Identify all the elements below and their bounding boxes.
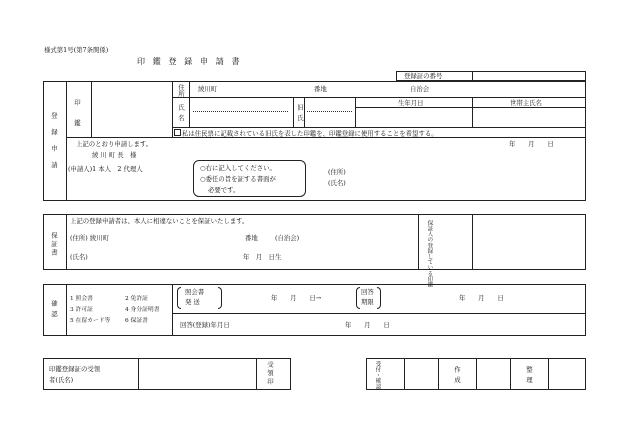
seal-label: 印鑑 [73,99,81,140]
agent-name-label: (氏名) [328,179,346,187]
reply-label-1: 回答 [361,288,374,296]
agent-note-line1: ○右に記入してください。 [200,164,276,172]
reply-date: 年 月 日 [459,294,504,302]
doc-6: 6 保証書 [125,318,148,324]
doc-5: 5 在留カード等 [70,318,111,324]
doc-1: 1 照会書 [70,296,93,302]
dob-label: 生年月日 [398,99,424,107]
confirmation-side-label: 確認 [50,300,58,321]
guarantor-address: (住所) 綾川町 [70,234,109,242]
form-number: 様式第1号(第7条関係) [44,46,109,54]
check-label: 受付・確認 [374,361,381,389]
agent-note-line2: ○委任の旨を証する書面が [200,175,276,183]
guarantor-jichikai: (自治会) [275,234,300,242]
household-head-label: 世帯主氏名 [510,99,542,107]
guarantor-side-label: 保証書 [50,232,58,258]
guarantor-dob: 年 月 日生 [243,253,282,261]
inquiry-label-2: 発 送 [185,298,200,306]
reply-reg-date: 年 月 日 [345,321,390,329]
receipt-seal-label: 受領印 [266,361,274,387]
receiver-label-2: 者(氏名) [49,376,74,384]
doc-4: 4 身分証明書 [125,307,160,313]
old-name-checkbox-label: 私は住民票に記載されている旧氏を表した印鑑を、印鑑登録に使用することを希望する。 [182,129,438,138]
apply-text: 上記のとおり申請します。 [76,140,153,148]
reply-reg-label: 回答(登録)年月日 [180,321,230,329]
guarantor-name: (氏名) [70,253,88,261]
applicant-type: (申請人)1 本人 2 代理人 [68,165,143,173]
cert-number-label: 登録証の番号 [404,72,443,80]
inquiry-date: 年 月 日→ [271,294,322,302]
guarantor-seal-label: 保証人の登録している印鑑 [426,220,433,288]
old-name-checkbox[interactable] [174,129,181,136]
doc-3: 3 許可証 [70,307,93,313]
create-label: 作成 [453,366,461,387]
apply-date: 年 月 日 [509,140,554,148]
old-name-checkbox-row[interactable] [174,129,438,137]
agent-note-line3: 必要です。 [208,186,240,194]
address-banchi: 番地 [314,85,327,93]
form-title: 印 鑑 登 録 申 請 書 [137,57,243,66]
agent-address-label: (住所) [328,168,346,176]
name-label: 氏名 [177,104,185,125]
arrange-label: 整理 [525,366,533,387]
address-jichikai: 自治会 [410,85,430,93]
reply-label-2: 期限 [361,298,374,306]
receipt-box [43,358,291,390]
old-name-label: 旧氏 [296,104,304,125]
address-value: 綾川町 [198,85,218,93]
mayor-text: 綾 川 町 長 様 [92,151,137,159]
guarantor-statement: 上記の登録申請者は、本人に相違ないことを保証いたします。 [70,217,249,225]
receiver-label-1: 印鑑登録証の受領 [49,365,101,373]
doc-2: 2 免許証 [125,296,148,302]
registration-side-label: 登録申請 [50,112,58,178]
address-label: 住所 [177,84,185,97]
inquiry-label-1: 照会書 [185,288,205,296]
guarantor-banchi: 番地 [245,234,258,242]
